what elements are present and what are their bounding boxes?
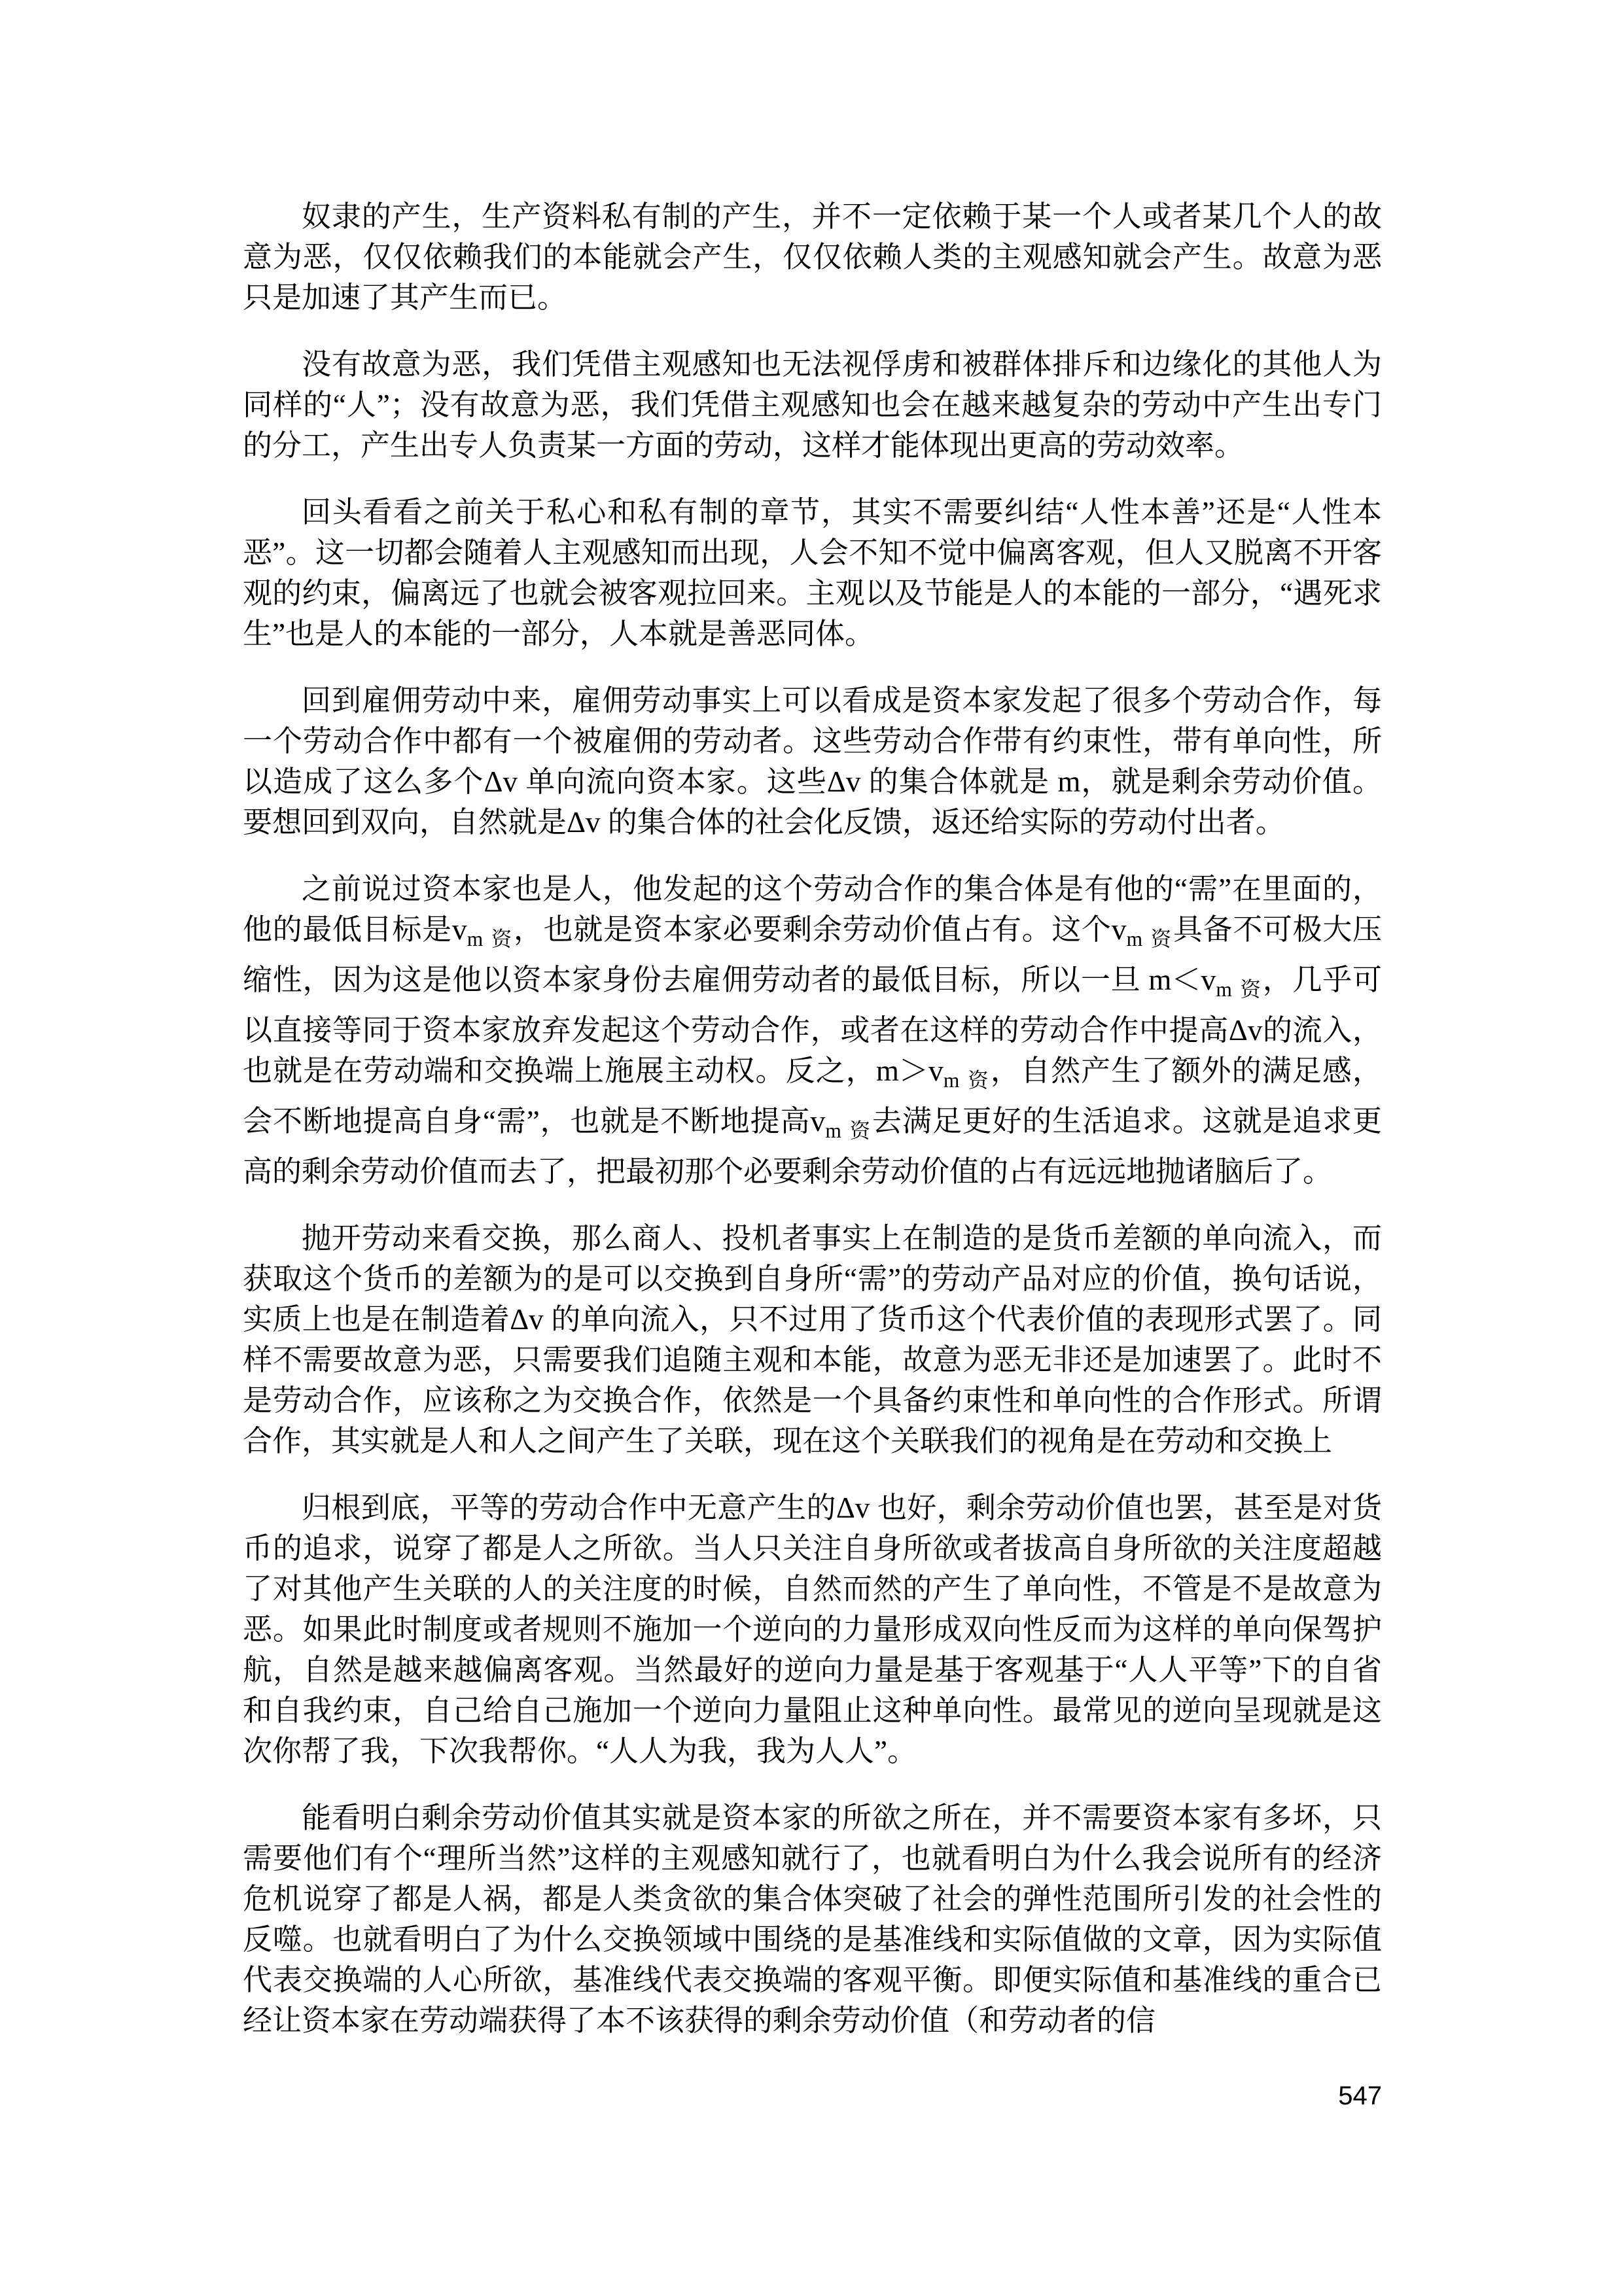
text-run: 回到雇佣劳动中来，雇佣劳动事实上可以看成是资本家发起了很多个劳动合作，每一个劳动合作中都有一个被雇佣的劳动者。这些劳动合作带有约束性，带有单向性，所以造成了这么多个 — [243, 684, 1382, 798]
math-subscript: m 资 — [825, 1119, 872, 1142]
text-column — [243, 196, 1382, 2041]
math-base: v — [1201, 963, 1216, 996]
math-subscript: m 资 — [1126, 928, 1173, 950]
math-variable: Δv — [484, 765, 518, 798]
text-run: 的单向流入，只不过用了货币这个代表价值的表现形式罢了。同样不需要故意为恶，只需要我们追随主观和本能，故意为恶无非还是加速罢了。此时不是劳动合作，应该称之为交换合作，依然是一个具备约束性和单向性的合作形式。所谓合作，其实就是人和人之间产生了关联，现在这个关联我们的视角是在劳动和交换上 — [243, 1303, 1382, 1457]
paragraph — [243, 1487, 1382, 1771]
text-run: 的集合体就是 — [860, 765, 1058, 798]
text-run: ，自然产生了额外的满足感，会不断地提高自身“需”，也就是不断地提高 — [243, 1054, 1382, 1138]
text-run: 的集合体的社会化反馈，返还给实际的劳动付出者。 — [600, 806, 1285, 839]
paragraph — [243, 196, 1382, 318]
math-subscript: m 资 — [467, 928, 514, 950]
text-run: 的流入，也就是在劳动端和交换端上施展主动权。反之， — [243, 1014, 1382, 1087]
paragraph — [243, 492, 1382, 654]
math-variable-with-subscript — [1111, 913, 1173, 950]
math-base: v — [928, 1054, 944, 1087]
paragraph — [243, 869, 1382, 1192]
math-subscript: m 资 — [943, 1069, 991, 1092]
math-base: v — [1111, 913, 1127, 946]
math-variable-with-subscript — [451, 913, 514, 950]
text-run: 奴隶的产生，生产资料私有制的产生，并不一定依赖于某一个人或者某几个人的故意为恶，仅仅依赖我们的本能就会产生，仅仅依赖人类的主观感知就会产生。故意为恶只是加速了其产生而已。 — [243, 200, 1382, 314]
text-run: 单向流向资本家。这些 — [517, 765, 827, 798]
text-run: 去满足更好的生活追求。这就是追求更高的剩余劳动价值而去了，把最初那个必要剩余劳动价值的占有远远地抛诸脑后了。 — [243, 1105, 1382, 1188]
text-run: 能看明白剩余劳动价值其实就是资本家的所欲之所在，并不需要资本家有多坏，只需要他们有个“理所当然”这样的主观感知就行了，也就看明白为什么我会说所有的经济危机说穿了都是人祸，都是人类贪欲的集合体突破了社会的弹性范围所引发的社会性的反噬。也就看明白了为什么交换领域中围绕的是基准线和实际值做的文章，因为实际值代表交换端的人心所欲，基准线代表交换端的客观平衡。即便实际值和基准线的重合已经让资本家在劳动端获得了本不该获得的剩余劳动价值（和劳动者的信 — [243, 1801, 1382, 2037]
page-number: 547 — [1338, 2081, 1382, 2110]
math-variable-with-subscript — [810, 1104, 872, 1142]
math-variable: m＞ — [875, 1054, 928, 1087]
math-variable: m＜ — [1148, 964, 1201, 996]
math-variable: Δv — [567, 806, 601, 839]
math-base: v — [451, 913, 467, 946]
text-run: 具备不可极大压缩性，因为这是他以资本家身份去雇佣劳动者的最低目标，所以一旦 — [243, 913, 1382, 996]
math-variable: m — [1057, 765, 1081, 798]
math-variable: Δv — [826, 765, 861, 798]
paragraph — [243, 1798, 1382, 2041]
paragraph — [243, 1218, 1382, 1461]
math-base: v — [810, 1104, 826, 1138]
paragraph — [243, 680, 1382, 843]
math-variable: Δv — [1228, 1014, 1263, 1047]
text-run: 回头看看之前关于私心和私有制的章节，其实不需要纠结“人性本善”还是“人性本恶”。这一切都会随着人主观感知而出现，人会不知不觉中偏离客观，但人又脱离不开客观的约束，偏离远了也就会被客观拉回来。主观以及节能是人的本能的一部分，“遇死求生”也是人的本能的一部分，人本就是善恶同体。 — [243, 496, 1382, 650]
text-run: ，也就是资本家必要剩余劳动价值占有。这个 — [513, 913, 1112, 946]
text-run: ，就是剩余劳动价值。要想回到双向，自然就是 — [243, 765, 1382, 839]
text-run: 之前说过资本家也是人，他发起的这个劳动合作的集合体是有他的“需”在里面的，他的最低目标是 — [243, 873, 1382, 946]
math-variable: Δv — [836, 1491, 870, 1524]
math-variable-with-subscript — [1201, 963, 1263, 1001]
text-run: 没有故意为恶，我们凭借主观感知也无法视俘虏和被群体排斥和边缘化的其他人为同样的“人”；没有故意为恶，我们凭借主观感知也会在越来越复杂的劳动中产生出专门的分工，产生出专人负责某一方面的劳动，这样才能体现出更高的劳动效率。 — [243, 348, 1382, 462]
text-run: 抛开劳动来看交换，那么商人、投机者事实上在制造的是货币差额的单向流入，而获取这个货币的差额为的是可以交换到自身所“需”的劳动产品对应的价值，换句话说，实质上也是在制造着 — [243, 1222, 1382, 1336]
math-subscript: m 资 — [1216, 978, 1263, 1001]
math-variable-with-subscript — [928, 1054, 991, 1092]
text-run: ，几乎可以直接等同于资本家放弃发起这个劳动合作，或者在这样的劳动合作中提高 — [243, 964, 1382, 1047]
math-variable: Δv — [510, 1303, 544, 1336]
text-run: 也好，剩余劳动价值也罢，甚至是对货币的追求，说穿了都是人之所欲。当人只关注自身所欲或者拔高自身所欲的关注度超越了对其他产生关联的人的关注度的时候，自然而然的产生了单向性，不管是不是故意为恶。如果此时制度或者规则不施加一个逆向的力量形成双向性反而为这样的单向保驾护航，自然是越来越偏离客观。当然最好的逆向力量是基于客观基于“人人平等”下的自省和自我约束，自己给自己施加一个逆向力量阻止这种单向性。最常见的逆向呈现就是这次你帮了我，下次我帮你。“人人为我，我为人人”。 — [243, 1491, 1382, 1767]
text-run: 归根到底，平等的劳动合作中无意产生的 — [302, 1491, 836, 1524]
paragraph — [243, 344, 1382, 466]
